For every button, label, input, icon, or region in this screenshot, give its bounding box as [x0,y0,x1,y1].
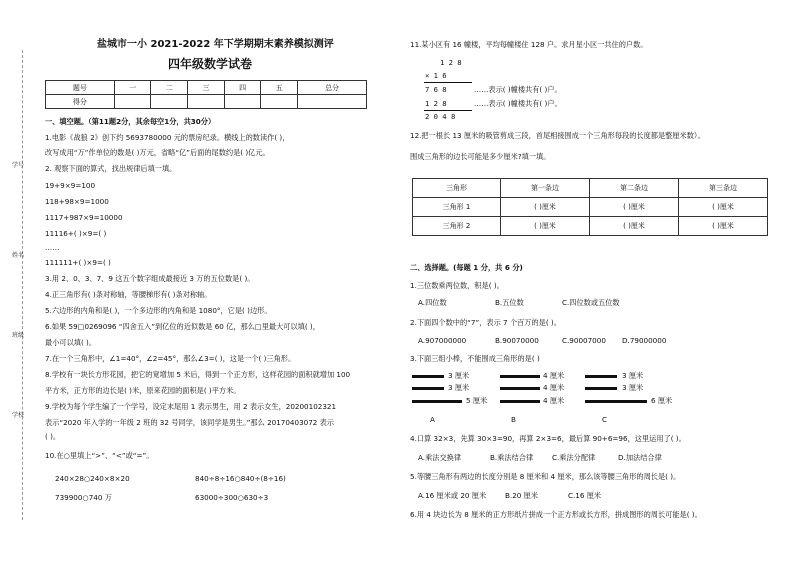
option[interactable]: D.加法结合律 [618,453,662,462]
group-label: B [511,415,516,424]
score-cell: 题号 [46,81,115,95]
question-line: 111111+( )×9=( ) [45,258,111,267]
calc-row: 7 6 8 [425,85,447,94]
stick-length: 4 厘米 [543,371,565,380]
stick [500,375,540,378]
side-label-name: 姓名 [12,252,25,259]
choice-q5: 5.等腰三角形有两边的长度分别是 8 厘米和 4 厘米，那么该等腰三角形的周长是( )。 [410,472,681,481]
question-line: ( )。 [45,432,61,441]
score-input-cell[interactable] [298,95,367,109]
question-line: 8.学校有一块长方形花园，把它的宽增加 5 米后，得到一个正方形，这样花园的面积就增加 100 [45,370,351,379]
side-label-school: 学校 [12,412,25,419]
question-12: 12.把一根长 13 厘米的吸管剪成三段，首尾相接围成一个三角形每段的长度都是整厘米数）。 [410,131,705,140]
question-line: 表示“2020 年入学的一年级 2 班的 32 号同学，该同学是男生。”那么 20170403072 表示 [45,418,335,427]
choice-q3: 3.下面三组小棒，不能围成三角形的是( ) [410,354,540,363]
compare-item: 240×28○240×8×20 [55,474,130,483]
question-line: 5.六边形的内角和是( )，一个多边形的内角和是 1080°，它是( )边形。 [45,306,272,315]
option[interactable]: B.乘法结合律 [490,453,534,462]
choice-q6: 6.用 4 块边长为 8 厘米的正方形纸片拼成一个正方形或长方形，拼成图形的周长可能是( )。 [410,510,702,519]
calc-row: 1 2 8 [440,58,462,67]
question-line: 改写成用“万”作单位的数是( )万元，省略“亿”后面的尾数约是( )亿元。 [45,148,270,157]
calc-note: ……表示( )幢楼共有( )户。 [474,85,562,94]
group-label: C [602,415,608,424]
question-line: 11116+( )×9=( ) [45,229,107,238]
table-cell[interactable]: ( )厘米 [590,217,679,236]
question-11: 11.某小区有 16 幢楼，平均每幢楼住 128 户。求月星小区一共住的户数。 [410,40,648,49]
table-row [413,217,768,236]
stick-length: 5 厘米 [466,396,488,405]
question-line: 6.如果 59□0269096 “四舍五入”到亿位的近似数是 60 亿，那么□里最大可以填( )， [45,322,320,331]
side-label-class: 班级 [12,332,25,339]
triangle-table [412,178,768,236]
stick-length: 3 厘米 [622,383,644,392]
option[interactable]: C.16 厘米 [568,491,602,500]
option[interactable]: A.16 厘米或 20 厘米 [418,491,487,500]
section2-title: 二、选择题。(每题 1 分，共 6 分) [410,263,523,272]
stick [585,400,647,403]
score-input-cell[interactable] [114,95,151,109]
school-title: 盐城市一小 2021-2022 年下学期期末素养模拟测评 [97,39,334,50]
table-header-cell: 第一条边 [501,179,590,198]
question-line: 118+98×9=1000 [45,197,109,206]
table-cell: 三角形 2 [413,217,501,236]
compare-item: 739900○740 万 [55,493,112,502]
group-label: A [430,415,435,424]
score-cell: 总分 [298,81,367,95]
option[interactable]: C.90007000 [562,336,606,345]
question-line: 7.在一个三角形中，∠1=40°，∠2=45°，那么∠3=( )，这是一个( )三角形。 [45,354,296,363]
question-line: 2. 观察下面的算式，找出规律后填一填。 [45,164,177,173]
question-line: 9.学校为每个学生编了一个学号，设定末尾用 1 表示男生，用 2 表示女生，20200102321 [45,402,337,411]
table-cell[interactable]: ( )厘米 [590,198,679,217]
question-line: …… [45,243,60,252]
score-cell: 一 [114,81,151,95]
stick-length: 3 厘米 [448,371,470,380]
compare-item: 63000÷300○630÷3 [195,493,269,502]
table-cell: 三角形 1 [413,198,501,217]
option[interactable]: B.五位数 [495,298,524,307]
stick [585,375,617,378]
choice-q2: 2.下面四个数中的“7”，表示 7 个百万的是( )。 [410,318,561,327]
question-line: 10.在○里填上“>”、“<”或“=”。 [45,451,154,460]
stick [412,387,444,390]
question-line: 1.电影《战狼 2》创下约 5693780000 元的票房纪录。横线上的数读作( )， [45,133,290,142]
calc-row: 1 2 8 [425,99,447,108]
table-header-cell: 第二条边 [590,179,679,198]
score-input-cell[interactable] [224,95,261,109]
calc-rule [424,82,472,83]
stick-length: 4 厘米 [543,383,565,392]
choice-q4: 4.口算 32×3，先算 30×3=90，再算 2×3=6，最后算 90+6=96，这里运用了( )。 [410,434,686,443]
calc-row: × 1 6 [425,71,447,80]
question-12-sub: 围成三角形的边长可能是多少厘米?填一填。 [410,152,551,161]
option[interactable]: A.907000000 [418,336,467,345]
table-row [413,179,768,198]
score-cell: 三 [188,81,225,95]
stick-length: 6 厘米 [651,396,673,405]
side-label-student-id: 学号 [12,162,25,169]
section1-title: 一、填空题。（第11题2分，其余每空1分，共30分） [45,117,216,126]
table-cell[interactable]: ( )厘米 [678,217,767,236]
table-header-cell: 第三条边 [678,179,767,198]
table-cell[interactable]: ( )厘米 [501,198,590,217]
score-table [45,80,367,109]
question-line: 3.用 2、0、3、7、9 这五个数字组成最接近 3 万的五位数是( )。 [45,274,255,283]
option[interactable]: B.20 厘米 [505,491,539,500]
stick [412,375,444,378]
score-input-cell[interactable] [188,95,225,109]
binding-line [22,50,23,520]
stick [585,387,617,390]
score-cell: 四 [224,81,261,95]
table-cell[interactable]: ( )厘米 [678,198,767,217]
stick-length: 3 厘米 [622,371,644,380]
stick-length: 4 厘米 [543,396,565,405]
table-header-cell: 三角形 [413,179,501,198]
stick [412,400,462,403]
score-table-row [46,95,367,109]
option[interactable]: C.乘法分配律 [552,453,596,462]
score-table-row [46,81,367,95]
calc-row: 2 0 4 8 [425,112,456,121]
paper-title: 四年级数学试卷 [168,57,253,71]
stick [500,387,540,390]
score-cell: 二 [151,81,188,95]
question-line: 1117+987×9=10000 [45,213,123,222]
choice-q1: 1.三位数乘两位数，积是( )。 [410,281,504,290]
option[interactable]: B.90070000 [495,336,539,345]
option[interactable]: A.乘法交换律 [418,453,462,462]
option[interactable]: D.79000000 [622,336,667,345]
score-input-cell[interactable] [261,95,298,109]
compare-item: 840÷8÷16○840÷(8÷16) [195,474,286,483]
table-row [413,198,768,217]
option[interactable]: A.四位数 [418,298,447,307]
score-cell: 五 [261,81,298,95]
score-cell: 得分 [46,95,115,109]
table-cell[interactable]: ( )厘米 [501,217,590,236]
option[interactable]: C.四位数或五位数 [562,298,620,307]
question-line: 最小可以填( )。 [45,338,97,347]
stick [500,400,540,403]
question-line: 4.正三角形有( )条对称轴，等腰梯形有( )条对称轴。 [45,290,212,299]
question-line: 平方米，正方形的边长是( )米，原来花园的面积是( )平方米。 [45,386,241,395]
calc-rule [424,110,472,111]
stick-length: 3 厘米 [448,383,470,392]
calc-note: ……表示( )幢楼共有( )户。 [474,99,562,108]
score-input-cell[interactable] [151,95,188,109]
question-line: 19+9×9=100 [45,181,96,190]
